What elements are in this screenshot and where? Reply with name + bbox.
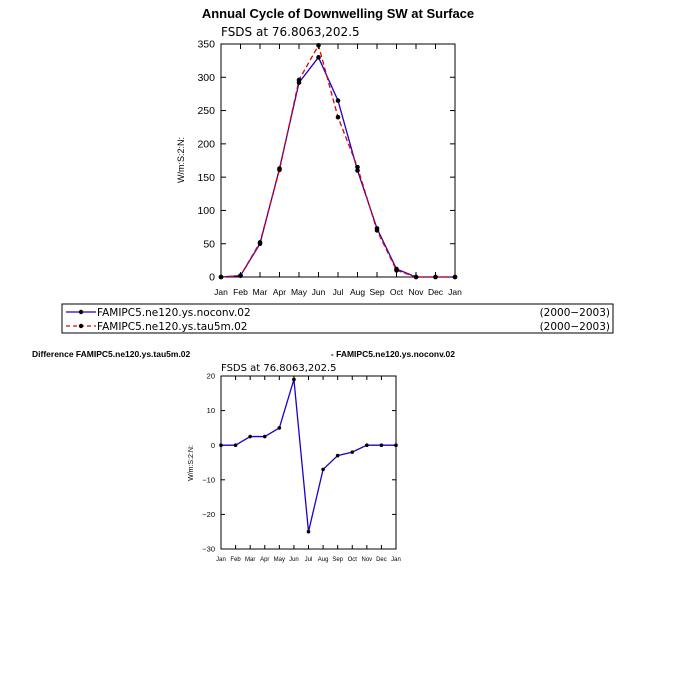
series-line-1 [221,45,455,277]
legend-years-tau5m: (2000−2003) [539,321,610,333]
data-point [365,443,369,447]
data-point [433,275,438,280]
data-point [263,435,267,439]
x-tick-label: Jul [332,287,344,297]
chart2-title-right: - FAMIPC5.ne120.ys.noconv.02 [330,349,455,359]
x-tick-label: Jan [391,557,401,563]
legend-label-noconv: FAMIPC5.ne120.ys.noconv.02 [97,307,251,319]
legend-marker-tau5m [79,324,83,328]
x-tick-label: Aug [317,557,329,563]
x-tick-label: Nov [361,557,373,563]
x-tick-label: Mar [252,287,268,297]
data-point [350,450,354,454]
data-point [336,115,341,120]
y-tick-label: 50 [203,238,215,251]
data-point [380,443,384,447]
x-tick-label: Nov [408,287,424,297]
x-tick-label: May [290,287,308,297]
y-tick-label: 350 [197,38,215,51]
y-tick-label: 10 [206,406,215,416]
y-tick-label: 300 [197,71,215,84]
y-tick-label: 250 [197,105,215,118]
x-tick-label: Oct [389,287,404,297]
y-tick-label: 200 [197,138,215,151]
chart2-ylabel: W/m:S:2:N: [188,445,195,481]
chart1-legend [62,304,613,333]
x-tick-label: Apr [272,287,287,297]
y-tick-label: 100 [197,205,215,218]
x-tick-label: Jan [214,287,228,297]
x-tick-label: Dec [427,287,444,297]
data-point [321,468,325,472]
data-point [248,435,252,439]
data-point [394,268,399,273]
data-point [336,98,341,103]
data-point [414,275,419,280]
chart1-ylabel: W/m:S:2:N: [176,136,186,184]
legend-years-noconv: (2000−2003) [539,307,610,319]
chart1-title: Annual Cycle of Downwelling SW at Surface [201,6,475,21]
data-point [336,454,340,458]
x-tick-label: Sep [332,557,344,563]
y-tick-label: 150 [197,171,215,184]
x-tick-label: Feb [233,287,248,297]
chart1-plot-frame [221,44,455,277]
y-tick-label: 0 [209,271,215,284]
chart2-subtitle: FSDS at 76.8063,202.5 [221,363,337,374]
data-point [292,378,296,382]
x-tick-label: Apr [260,557,270,563]
data-point [375,228,380,233]
x-tick-label: Sep [369,287,385,297]
x-tick-label: Jun [311,287,326,297]
x-tick-label: Mar [244,557,256,563]
x-tick-label: Oct [347,557,357,563]
x-tick-label: Aug [349,287,366,297]
data-point [355,165,360,170]
x-tick-label: Feb [230,557,241,563]
chart1-subtitle: FSDS at 76.8063,202.5 [221,25,360,39]
x-tick-label: May [273,557,286,563]
data-point [219,443,223,447]
legend-label-tau5m: FAMIPC5.ne120.ys.tau5m.02 [97,321,248,333]
y-tick-label: −20 [202,510,215,520]
data-point [219,275,224,280]
chart2-title-left: Difference FAMIPC5.ne120.ys.tau5m.02 [32,349,191,359]
difference-chart [32,349,455,563]
chart2-plot-frame [221,376,396,549]
data-point [234,443,238,447]
x-tick-label: Jan [448,287,462,297]
x-tick-label: Jun [289,557,299,563]
data-point [277,168,282,173]
data-point [258,240,263,245]
data-point [297,78,302,83]
x-tick-label: Jan [216,557,226,563]
y-tick-label: −10 [202,475,215,485]
data-point [316,55,321,60]
data-point [316,43,321,48]
data-point [238,273,243,278]
legend-marker-noconv [79,310,83,314]
y-tick-label: −30 [202,544,215,554]
data-point [453,275,458,280]
data-point [307,530,311,534]
series-line-0 [221,379,396,531]
series-line-0 [221,57,455,277]
x-tick-label: Jul [304,557,313,563]
data-point [278,426,282,430]
annual-cycle-chart [62,6,613,333]
data-point [394,443,398,447]
x-tick-label: Dec [376,557,387,563]
y-tick-label: 20 [206,371,215,381]
y-tick-label: 0 [210,440,215,450]
